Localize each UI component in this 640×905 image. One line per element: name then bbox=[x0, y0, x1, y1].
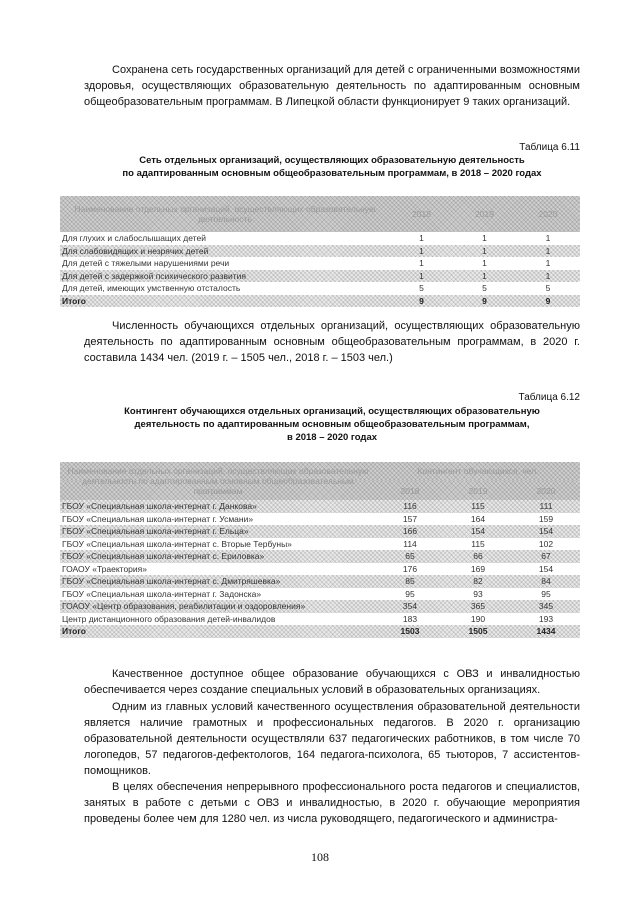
table2-row bbox=[60, 588, 580, 601]
table2-row bbox=[60, 563, 580, 576]
table1-row bbox=[60, 245, 580, 258]
row-value: 5 bbox=[419, 283, 424, 294]
quality-paragraph: Качественное доступное общее образование обучающихся с ОВЗ и инвалидностью обеспечивается через создание специальных условий в образовательных организациях. bbox=[84, 668, 580, 696]
row-value: 82 bbox=[473, 576, 483, 587]
table2-row bbox=[60, 538, 580, 551]
row-value: 93 bbox=[473, 588, 483, 599]
table-organizations-network bbox=[60, 196, 580, 307]
row-value: 1 bbox=[545, 258, 551, 269]
row-value: 1 bbox=[545, 233, 551, 244]
row-value: 5 bbox=[545, 283, 551, 294]
table2-row bbox=[60, 550, 580, 563]
row-label: ГБОУ «Специальная школа-интернат с. Дмитряшевка» bbox=[62, 576, 281, 587]
row-value: 1 bbox=[545, 245, 551, 256]
table2-row bbox=[60, 500, 580, 513]
total-label: Итого bbox=[62, 295, 86, 306]
row-value: 190 bbox=[470, 613, 486, 624]
row-label: Для слабовидящих и незрячих детей bbox=[62, 245, 209, 256]
row-value: 154 bbox=[538, 526, 554, 537]
row-value: 1 bbox=[419, 245, 424, 256]
total-value: 9 bbox=[482, 295, 487, 306]
row-value: 85 bbox=[405, 576, 415, 587]
row-value: 116 bbox=[403, 501, 417, 512]
row-value: 157 bbox=[402, 513, 418, 524]
table1-title bbox=[84, 154, 580, 180]
total-row bbox=[60, 625, 580, 638]
row-value: 1 bbox=[419, 233, 424, 244]
table2-label: Таблица 6.12 bbox=[518, 392, 580, 403]
table2-title-line3: в 2018 – 2020 годах bbox=[286, 432, 378, 443]
row-value: 66 bbox=[473, 551, 483, 562]
row-value: 114 bbox=[403, 538, 417, 549]
row-value: 1 bbox=[419, 258, 424, 269]
row-value: 1 bbox=[419, 270, 424, 281]
row-label: ГБОУ «Специальная школа-интернат г. Задонска» bbox=[62, 588, 262, 599]
row-value: 345 bbox=[538, 601, 554, 612]
row-value: 176 bbox=[402, 563, 418, 574]
enrollment-paragraph: Численность обучающихся отдельных организаций, осуществляющих образовательную деятельность по адаптированным основным общеобразовательным программам, в 2020 г. составила 1434 чел. (2019 г. – 1505 чел., 2018 г. – 1503 чел.) bbox=[84, 320, 580, 364]
table1-label: Таблица 6.11 bbox=[519, 142, 580, 153]
table1-header-name: Наименование отдельных организаций, осуществляющих образовательную деятельность bbox=[74, 204, 376, 224]
row-value: 365 bbox=[470, 601, 486, 612]
row-value: 5 bbox=[482, 283, 487, 294]
table1-row bbox=[60, 232, 580, 245]
table2-header-group: Контингент обучающихся, чел. bbox=[417, 466, 539, 476]
table1-title-line2: по адаптированным основным общеобразовательным программам, в 2018 – 2020 годах bbox=[122, 168, 542, 179]
row-label: Для глухих и слабослышащих детей bbox=[62, 233, 206, 244]
row-value: 1 bbox=[482, 245, 487, 256]
row-label: Для детей с задержкой психического развития bbox=[62, 270, 247, 281]
row-value: 1 bbox=[545, 270, 551, 281]
row-value: 102 bbox=[538, 538, 554, 549]
row-label: ГБОУ «Специальная школа-интернат г. Данкова» bbox=[62, 501, 257, 512]
row-value: 154 bbox=[538, 563, 554, 574]
row-label: Для детей с тяжелыми нарушениями речи bbox=[62, 258, 230, 269]
row-value: 166 bbox=[402, 526, 418, 537]
page-number: 108 bbox=[311, 850, 329, 864]
table2-row bbox=[60, 575, 580, 588]
row-value: 1 bbox=[482, 258, 487, 269]
row-value: 354 bbox=[402, 601, 418, 612]
table2-row bbox=[60, 525, 580, 538]
row-label: ГБОУ «Специальная школа-интернат с. Вторые Тербуны» bbox=[62, 538, 292, 549]
table2-header-name: Наименование отдельных организаций, осуществляющих образовательную деятельность по адаптированным основным общеобразовательным программам bbox=[67, 466, 369, 496]
table2-header-year: 2019 bbox=[468, 485, 488, 496]
row-value: 164 bbox=[470, 513, 486, 524]
teachers-paragraph: Одним из главных условий качественного осуществления образовательной деятельности является наличие грамотных и профессиональных педагогов. В 2020 г. организацию образовательной деятельности осуществляли 637 педагогических работников, в том числе 70 логопедов, 57 педагогов-дефектологов, 164 педагога-психолога, 65 тьюторов, 7 ассистентов-помощников. bbox=[84, 701, 580, 777]
row-label: ГОАОУ «Центр образования, реабилитации и оздоровления» bbox=[62, 601, 306, 612]
table1-row bbox=[60, 282, 580, 295]
row-value: 154 bbox=[470, 526, 486, 537]
row-value: 67 bbox=[541, 551, 551, 562]
table1-row bbox=[60, 257, 580, 270]
row-value: 115 bbox=[471, 501, 485, 512]
table-student-contingent bbox=[60, 462, 580, 638]
table2-header-row-1 bbox=[60, 462, 580, 481]
table2-row bbox=[60, 600, 580, 613]
table1-header-year: 2020 bbox=[538, 209, 558, 219]
total-value: 9 bbox=[545, 295, 551, 306]
row-value: 183 bbox=[402, 613, 418, 624]
row-value: 115 bbox=[471, 538, 485, 549]
total-label: Итого bbox=[62, 626, 86, 637]
row-value: 1 bbox=[482, 270, 487, 281]
total-row bbox=[60, 295, 580, 308]
table1-header-year: 2018 bbox=[412, 209, 431, 219]
row-value: 84 bbox=[541, 576, 551, 587]
row-value: 1 bbox=[482, 233, 487, 244]
table2-row bbox=[60, 613, 580, 626]
row-label: Для детей, имеющих умственную отсталость bbox=[62, 283, 241, 294]
table2-header-year: 2020 bbox=[536, 485, 556, 496]
table2-title-line1: Контингент обучающихся отдельных организаций, осуществляющих образовательную bbox=[124, 406, 540, 417]
intro-paragraph: Сохранена сеть государственных организаций для детей с ограниченными возможностями здоровья, осуществляющих образовательную деятельность по адаптированным основным общеобразовательным программам. В Липецкой области функционирует 9 таких организаций. bbox=[84, 64, 580, 108]
table2-row bbox=[60, 513, 580, 526]
row-label: ГБОУ «Специальная школа-интернат г. Усмани» bbox=[62, 513, 254, 524]
total-value: 1503 bbox=[400, 626, 420, 637]
total-value: 1505 bbox=[468, 626, 488, 637]
row-value: 111 bbox=[539, 501, 553, 512]
table2-title bbox=[84, 405, 580, 444]
table2-title-line2: деятельность по адаптированным основным общеобразовательным программам, bbox=[134, 419, 530, 430]
training-paragraph: В целях обеспечения непрерывного профессионального роста педагогов и специалистов, занятых в работе с детьми с ОВЗ и инвалидностью, в 2020 г. обучающие мероприятия проведены более чем для 1280 чел. из числа руководящего, педагогического и администра- bbox=[84, 781, 580, 825]
row-value: 159 bbox=[538, 513, 554, 524]
row-value: 193 bbox=[538, 613, 554, 624]
row-value: 169 bbox=[470, 563, 486, 574]
row-label: Центр дистанционного образования детей-инвалидов bbox=[62, 613, 276, 624]
row-label: ГБОУ «Специальная школа-интернат с. Ериловка» bbox=[62, 551, 265, 562]
table1-row bbox=[60, 270, 580, 283]
table1-header-year: 2019 bbox=[475, 209, 494, 219]
row-label: ГБОУ «Специальная школа-интернат г. Ельца» bbox=[62, 526, 249, 537]
row-value: 95 bbox=[541, 588, 551, 599]
row-value: 95 bbox=[405, 588, 415, 599]
table1-header-row bbox=[60, 196, 580, 232]
table2-header-year: 2018 bbox=[400, 485, 420, 496]
row-label: ГОАОУ «Траектория» bbox=[62, 563, 147, 574]
total-value: 9 bbox=[419, 295, 424, 306]
total-value: 1434 bbox=[536, 626, 556, 637]
table1-title-line1: Сеть отдельных организаций, осуществляющих образовательную деятельность bbox=[139, 155, 525, 166]
row-value: 65 bbox=[405, 551, 415, 562]
